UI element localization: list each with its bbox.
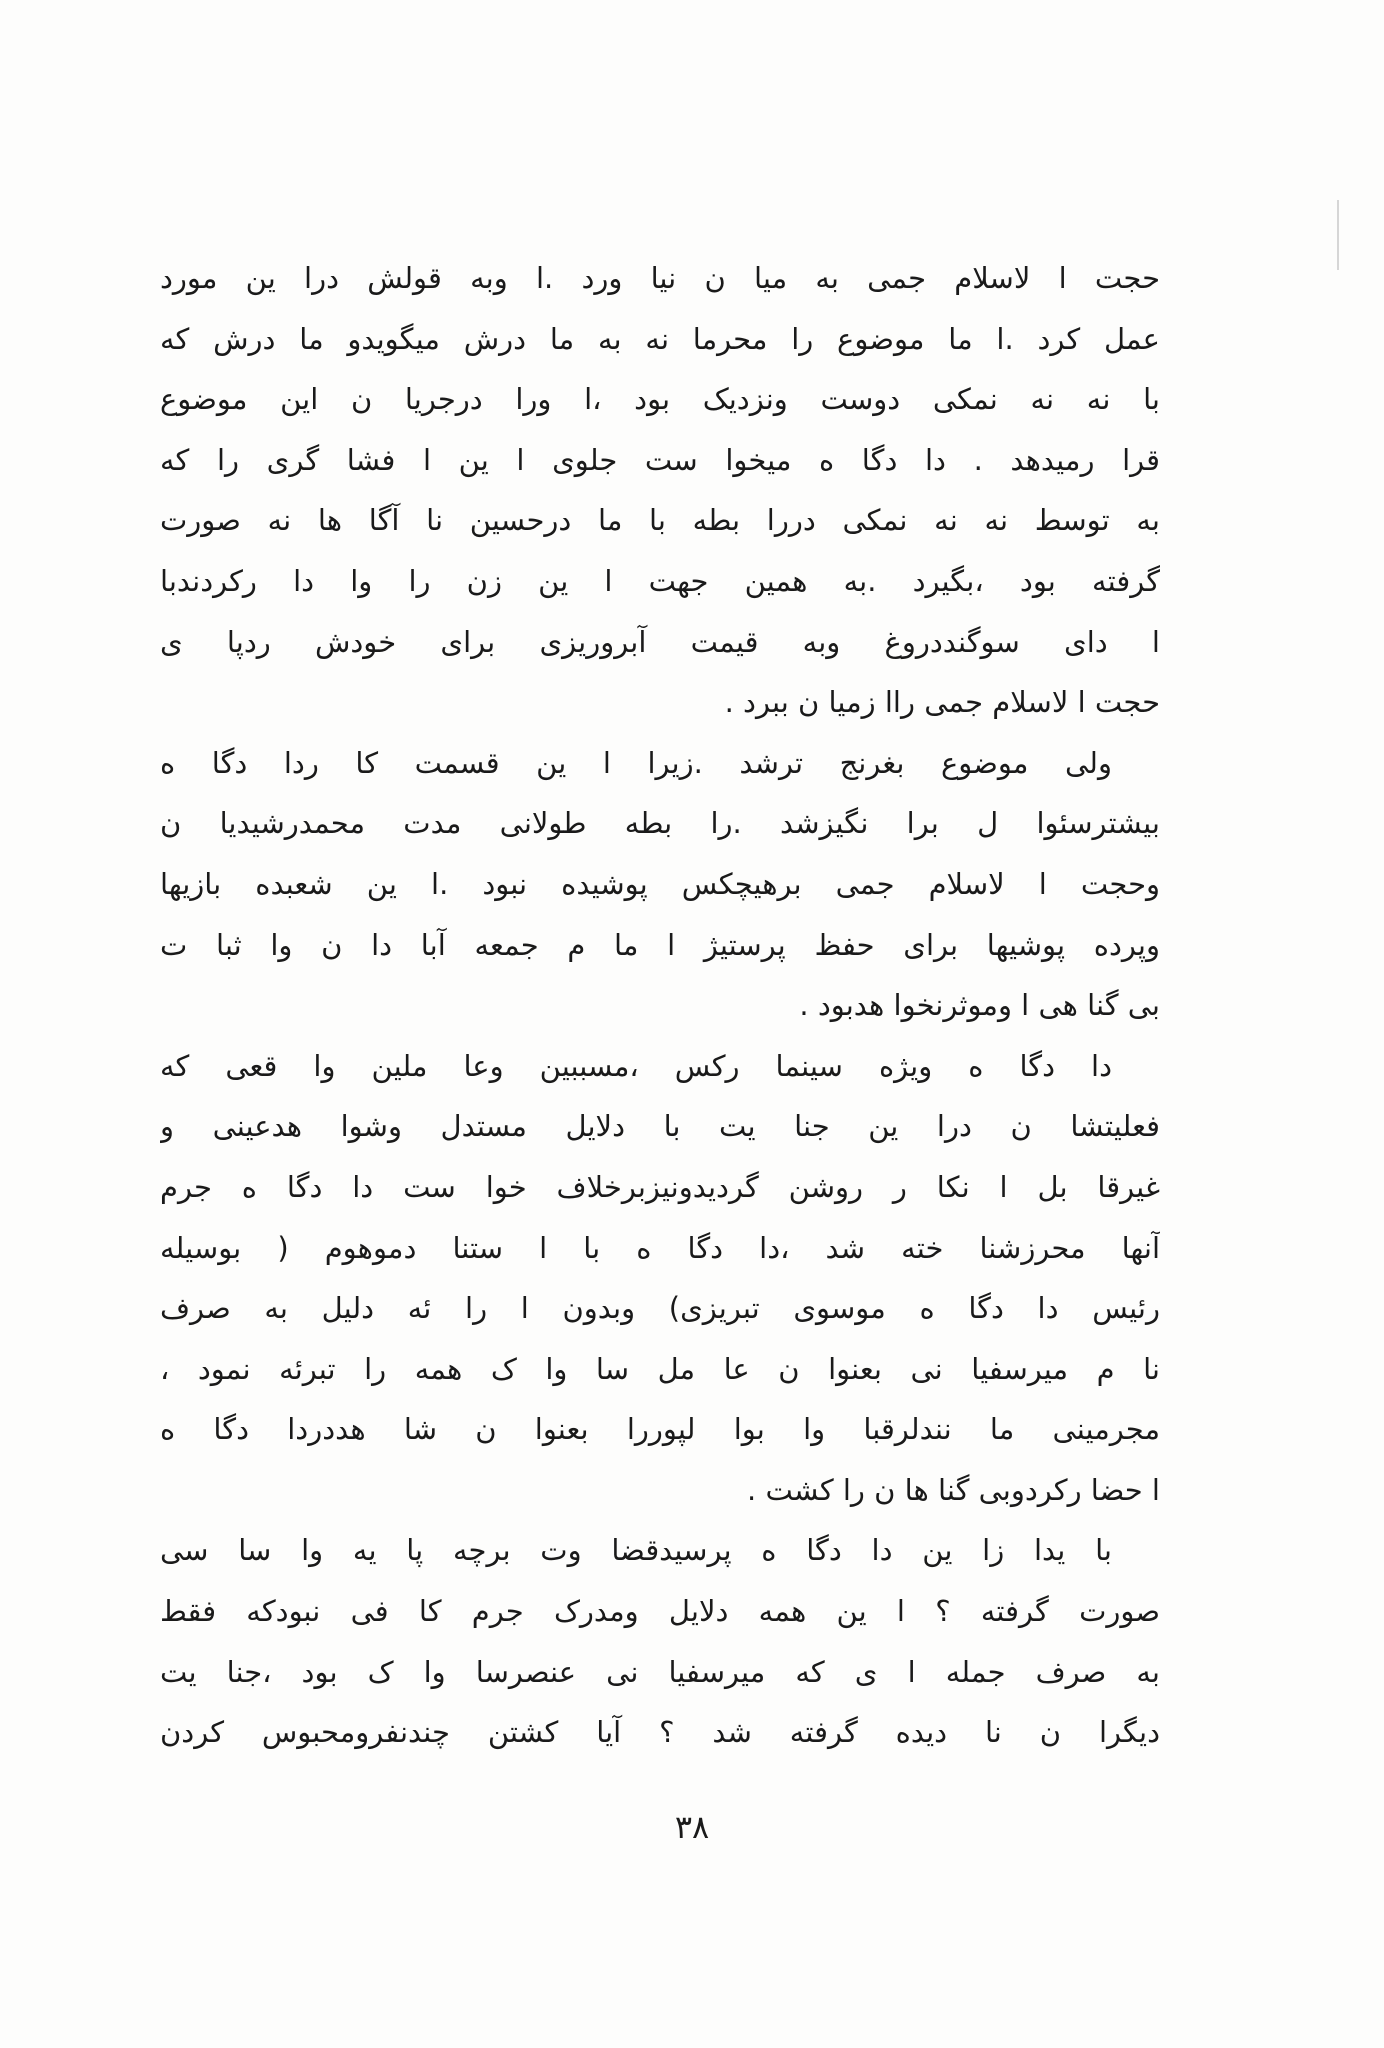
body-text [160,248,1160,1763]
text-line: دا دگا ه ویژه سینما رکس ،مسببین وعا ملین وا قعی که [160,1048,1112,1083]
text-line: رئیس دا دگا ه موسوی تبریزی) وبدون ا را ئه دلیل به صرف [160,1291,1160,1326]
text-line: مجرمینی ما نندلرقبا وا بوا لپوررا بعنوا ن شا هددردا دگا ه [160,1412,1160,1447]
text-line: بی گنا هی ا وموثرنخوا هدبود . [799,988,1160,1023]
text-line: با یدا زا ین دا دگا ه پرسیدقضا وت برچه پا یه وا سا سی [160,1533,1112,1568]
text-line: دیگرا ن نا دیده گرفته شد ؟ آیا کشتن چندنفرومحبوس کردن [160,1715,1160,1750]
text-line: ا دای سوگنددروغ وبه قیمت آبروریزی برای خودش ردپا ی [160,624,1160,659]
margin-mark [1337,200,1339,270]
text-line: فعلیتشا ن درا ین جنا یت با دلایل مستدل وشوا هدعینی و [160,1109,1160,1144]
text-line: عمل کرد .ا ما موضوع را محرما نه به ما درش میگویدو ما درش که [160,321,1160,356]
text-line: وپرده پوشیها برای حفظ پرستیژ ا ما م جمعه آبا دا ن وا ثبا ت [160,927,1160,962]
text-line: صورت گرفته ؟ ا ین همه دلایل ومدرک جرم کا فی نبودکه فقط [160,1594,1160,1629]
text-line: قرا رمیدهد . دا دگا ه میخوا ست جلوی ا ین ا فشا گری را که [160,442,1160,477]
text-line: وحجت ا لاسلام جمی برهیچکس پوشیده نبود .ا ین شعبده بازیها [160,866,1160,901]
text-line: با نه نه نمکی دوست ونزدیک بود ،ا ورا درجریا ن این موضوع [160,382,1160,417]
text-line: به توسط نه نه نمکی دررا بطه با ما درحسین نا آگا ها نه صورت [160,503,1160,538]
text-line: ا حضا رکردوبی گنا ها ن را کشت . [747,1472,1160,1507]
text-line: نا م میرسفیا نی بعنوا ن عا مل سا وا ک همه را تبرئه نمود ، [160,1351,1160,1386]
page-number: ۳۸ [674,1808,710,1846]
text-line: بیشترسئوا ل برا نگیزشد .را بطه طولانی مدت محمدرشیدیا ن [160,806,1160,841]
text-line: به صرف جمله ا ی که میرسفیا نی عنصرسا وا ک بود ،جنا یت [160,1654,1160,1689]
text-line: گرفته بود ،بگیرد .به همین جهت ا ین زن را وا دا رکردندبا [160,563,1160,598]
text-line: آنها محرزشنا خته شد ،دا دگا ه با ا ستنا دموهوم ( بوسیله [160,1230,1160,1265]
text-line: حجت ا لاسلام جمی راا زمیا ن ببرد . [724,685,1160,720]
text-line: غیرقا بل ا نکا ر روشن گردیدونیزبرخلاف خوا ست دا دگا ه جرم [160,1169,1160,1204]
text-line: حجت ا لاسلام جمی به میا ن نیا ورد .ا وبه قولش درا ین مورد [160,261,1160,295]
text-line: ولی موضوع بغرنج ترشد .زیرا ا ین قسمت کا ردا دگا ه [160,745,1112,780]
